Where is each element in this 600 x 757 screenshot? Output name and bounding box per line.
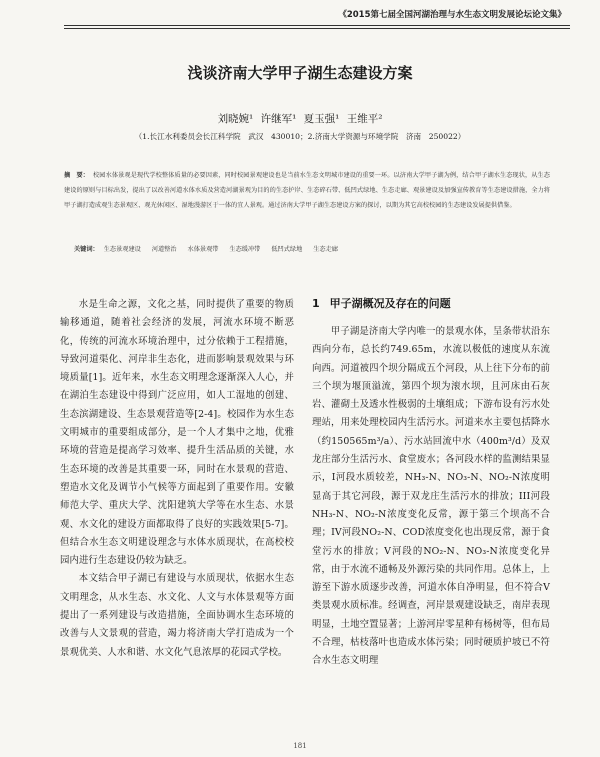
page-number: 181 [293, 742, 307, 750]
paper-title: 浅谈济南大学甲子湖生态建设方案 [187, 64, 413, 82]
section-title: 甲子湖概况及存在的问题 [329, 297, 451, 310]
abstract-text: 校园水体景观是现代学校整体质量的必要因素，同时校园景观建设也是当前水生态文明城市建设的重要一环。以济南大学甲子湖为例，结合甲子湖水生态现状，从生态建设的原则与目标出发，提出了以改善河道水体水质及营造河湖景观为目的的生态护岸、生态碎石带、低凹式绿地、生态走廊、观景建设及加强宣传教育等生态建设措施，全力将甲子湖打造成观生态景观区、观光休闲区、湿地漫游区于一体的宜人景观。通过济南大学甲子湖生态建设方案的探讨，以期为其它高校校园的生态建设发展提供借鉴。 [64, 172, 550, 209]
header-rule [64, 25, 570, 29]
section-heading [312, 295, 451, 311]
intro-paragraph: 水是生命之源，文化之基，同时提供了重要的物质输移通道，随着社会经济的发展，河流水环境不断恶化，传统的河流水环境治理中，过分依赖于工程措施，导致河道渠化、河岸非生态化，进而影响景观效果与环境质量[1]。近年来，水生态文明理念逐渐深入人心，并在湖泊生态建设中得到广泛应用，如人工湿地的创建、生态滨湖建设、生态景观营造等[2-4]。校园作为水生态文明城市的重要组成部分，是一个人才集中之地，优雅环境的营造是提高学习效率、提升生活品质的关键，水生态环境的改善是其重要一环，同时在水景观的营造、塑造水文化及调节小气候等方面起到了重要作用。安徽师范大学、重庆大学、沈阳建筑大学等在水生态、水景观、水文化的建设方面都取得了良好的实践效果[5-7]。但结合水生态文明建设理念与水体水质现状，在高校校园内进行生态建设仍较为缺乏。 [60, 299, 294, 567]
keywords [74, 244, 550, 253]
keyword: 生态走廊 [313, 246, 338, 253]
keyword: 生态缓冲带 [229, 246, 261, 253]
keyword: 低凹式绿地 [271, 246, 303, 253]
paper-affiliation: （1.长江水利委员会长江科学院 武汉 430010；2.济南大学资源与环境学院 济南 250022） [134, 132, 466, 141]
intro-paragraph: 本文结合甲子湖已有建设与水质现状，依据水生态文明理念，从水生态、水文化、人文与水体景观等方面提出了一系列建设与改造措施，全面协调水生态环境的改善与人文景观的营造，竭力将济南大学打造成为一个景观优美、人水和谐、水文化气息浓厚的花园式学校。 [60, 573, 294, 658]
abstract-label: 摘 要： [64, 172, 90, 179]
keyword: 河道整治 [151, 246, 177, 253]
journal-header: 《2015第七届全国河湖治理与水生态文明发展论坛论文集》 [338, 10, 566, 20]
body-left-column [60, 296, 294, 662]
body-right-column [312, 323, 550, 671]
abstract [64, 168, 550, 213]
keywords-label: 关键词： [74, 246, 99, 253]
keyword: 生态景观建设 [103, 246, 141, 253]
paper-authors: 刘晓婉¹ 许继军¹ 夏玉强¹ 王维平² [217, 113, 383, 125]
section-paragraph: 甲子湖是济南大学内唯一的景观水体，呈条带状沿东西向分布，总长约749.65m，水流以极低的速度从东流向西。河道被四个坝分隔成五个河段，从上往下分布的前三个坝为堰顶溢流，第四个坝为滚水坝，且河床由石灰岩、灌砌土及透水性极弱的土壤组成；下游布设有污水处理站，用来处理校园内生活污水。河道来水主要包括降水（约150565m³/a）、污水站回流中水（400m³/d）及双龙庄部分生活污水、食堂废水；各河段水样的监测结果显示，I河段水质较差，NH₃-N、NO₃-N、NO₂-N浓度明显高于其它河段，源于双龙庄生活污水的排放；III河段NH₃-N、NO₂-N浓度变化反常，源于第三个坝高不合理；IV河段NO₂-N、COD浓度变化也出现反常，源于食堂污水的排放；V河段的NO₂-N、NO₃-N浓度变化异常，由于水流不通畅及外源污染的共同作用。总体上，上游至下游水质逐步改善，河道水体自净明显，但不符合V类景观水质标准。经调查，河岸景观建设缺乏，南岸表现明显，土地空置显著；上游河岸零星种有杨树等，但布局不合理，枯枝落叶也造成水体污染；同时硬质护坡已不符合水生态文明理 [312, 326, 550, 667]
section-number: 1 [312, 297, 320, 310]
keyword: 水体景观带 [187, 246, 219, 253]
